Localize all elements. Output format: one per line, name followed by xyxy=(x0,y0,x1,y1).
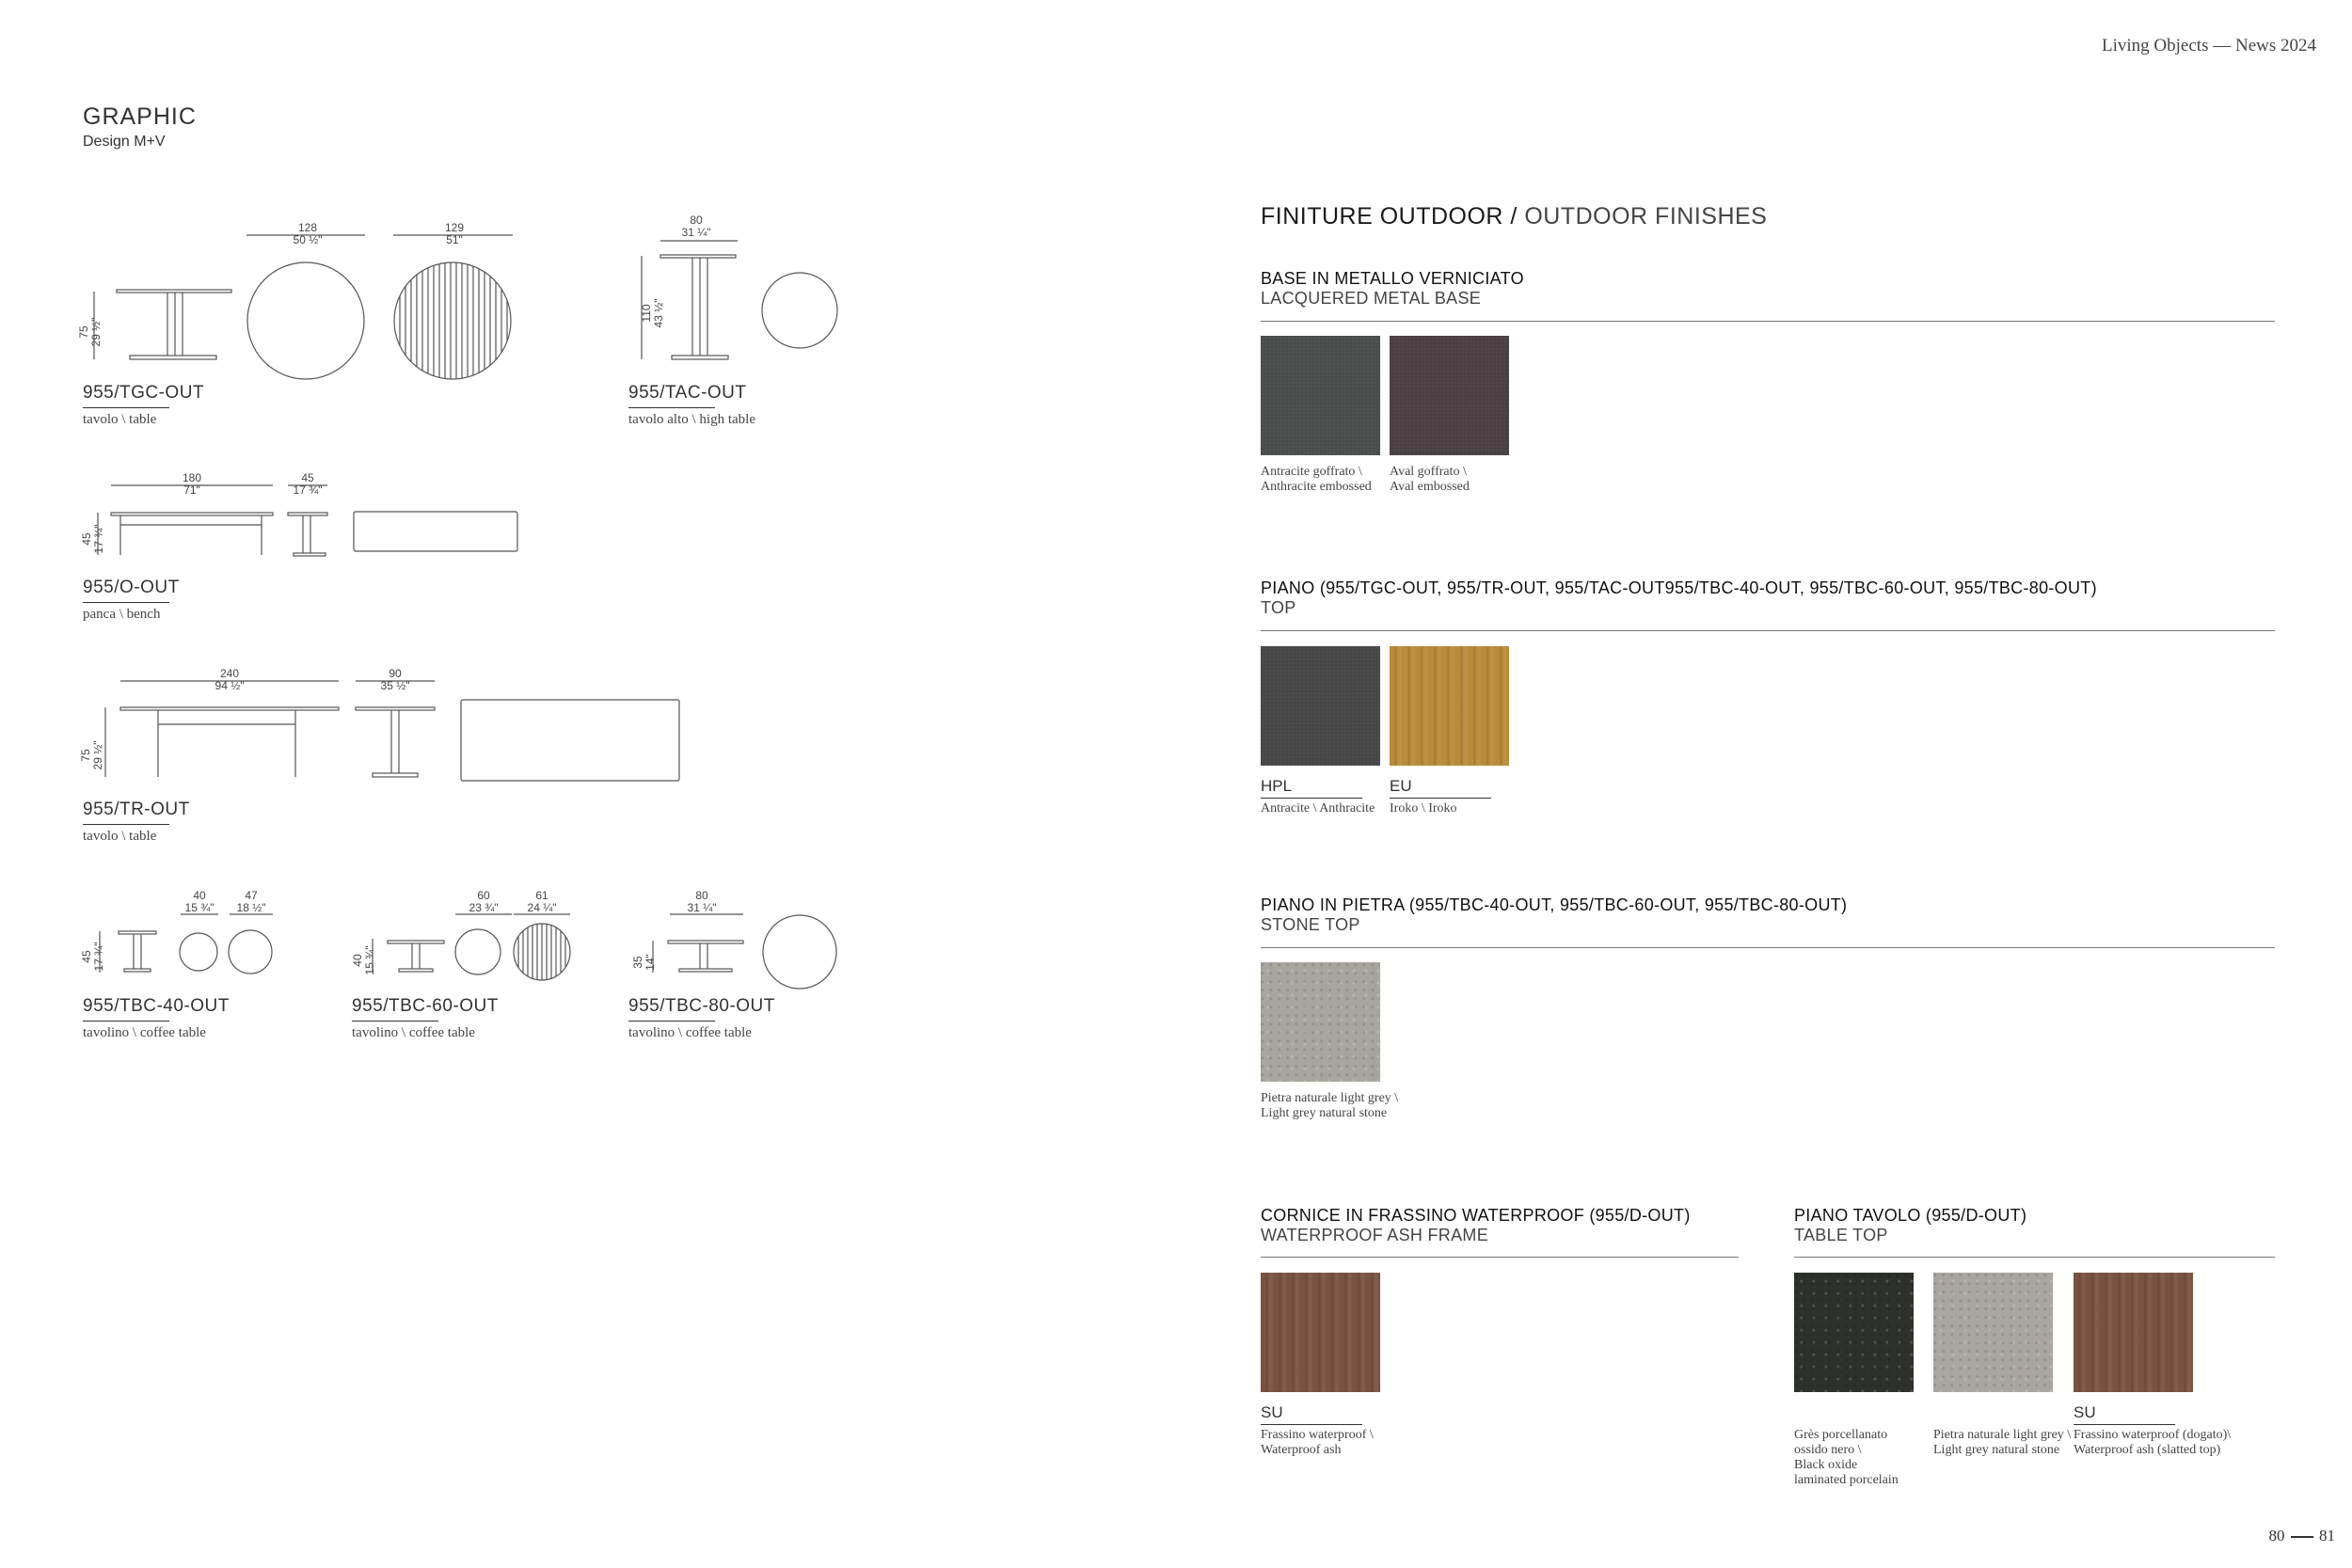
dim-cm: 75 xyxy=(79,749,92,762)
swatch-caption: Waterproof ash (slatted top) xyxy=(2074,1443,2221,1457)
dim-cm: 47 xyxy=(245,889,258,902)
swatch-light-grey-stone xyxy=(1261,962,1398,1121)
swatch-caption: Pietra naturale light grey \ xyxy=(1933,1428,2072,1442)
dim-in: 14" xyxy=(644,954,657,971)
product-desc: tavolo \ table xyxy=(83,412,157,427)
swatch-caption: Frassino waterproof \ xyxy=(1261,1428,1374,1442)
underline xyxy=(1390,798,1491,799)
swatch-color xyxy=(1261,336,1380,455)
dim-cm: 80 xyxy=(695,889,708,902)
dim-in: 51" xyxy=(446,233,463,246)
section-heading-it: PIANO IN PIETRA (955/TBC-40-OUT, 955/TBC-60-OUT, 955/TBC-80-OUT) xyxy=(1261,895,1848,914)
page-number-right: 81 xyxy=(2319,1527,2335,1544)
swatch-caption: Aval goffrato \ xyxy=(1390,465,1467,479)
product-tbc80-label xyxy=(628,996,775,1041)
dim-cm: 180 xyxy=(182,471,202,484)
product-desc: tavolino \ coffee table xyxy=(83,1025,206,1040)
dim-in: 94 ½" xyxy=(215,679,245,692)
swatch-color xyxy=(1261,962,1380,1082)
swatch-caption: laminated porcelain xyxy=(1794,1473,1899,1487)
swatch-color xyxy=(2074,1273,2193,1392)
swatch-color xyxy=(1794,1273,1914,1392)
swatch-code: HPL xyxy=(1261,777,1293,795)
section-heading-it: CORNICE IN FRASSINO WATERPROOF (955/D-OUT) xyxy=(1261,1206,1691,1225)
section-heading-en: WATERPROOF ASH FRAME xyxy=(1261,1226,1489,1244)
product-code: 955/TBC-80-OUT xyxy=(628,996,775,1016)
swatch-code: SU xyxy=(1261,1403,1283,1421)
dim-in: 24 ¼" xyxy=(527,901,557,914)
dim-cm: 240 xyxy=(219,667,240,680)
page-separator xyxy=(2291,1536,2313,1538)
dim-in: 17 ¾" xyxy=(293,483,323,497)
dim-cm: 128 xyxy=(297,221,318,234)
dim-cm: 129 xyxy=(444,221,465,234)
catalog-header: Living Objects — News 2024 xyxy=(2102,36,2316,55)
section-heading-en: TABLE TOP xyxy=(1794,1226,1888,1244)
swatch-caption: ossido nero \ xyxy=(1794,1443,1862,1457)
dim-cm: 35 xyxy=(631,956,644,969)
dim-in: 17 ¾" xyxy=(92,942,105,972)
dim-cm: 45 xyxy=(80,532,93,546)
section-heading-it: PIANO (955/TGC-OUT, 955/TR-OUT, 955/TAC-OUT955/TBC-40-OUT, 955/TBC-60-OUT, 955/TBC-80-OUT) xyxy=(1261,578,2097,597)
swatch-color xyxy=(1261,1273,1380,1392)
dim-in: 29 ½" xyxy=(89,317,103,347)
dim-cm: 45 xyxy=(80,950,93,963)
swatch-code: SU xyxy=(2074,1403,2096,1421)
swatch-caption: Black oxide xyxy=(1794,1458,1858,1472)
dim-cm: 75 xyxy=(77,325,90,339)
dim-in: 43 ½" xyxy=(652,298,665,328)
product-desc: panca \ bench xyxy=(83,607,161,622)
divider xyxy=(1261,1257,1739,1258)
swatch-aval-goffrato xyxy=(1390,336,1509,495)
product-code: 955/TR-OUT xyxy=(83,800,190,819)
dim-in: 15 ¾" xyxy=(363,945,376,975)
swatch-color xyxy=(1933,1273,2053,1392)
divider xyxy=(1261,321,2275,322)
product-desc: tavolino \ coffee table xyxy=(628,1025,752,1040)
dim-in: 29 ½" xyxy=(91,740,104,770)
swatch-light-grey-stone-top xyxy=(1933,1273,2071,1458)
underline xyxy=(2074,1424,2175,1425)
dim-in: 18 ½" xyxy=(236,901,266,914)
page-numbers xyxy=(2269,1527,2336,1545)
dim-cm: 45 xyxy=(301,471,314,484)
product-code: 955/TGC-OUT xyxy=(83,383,205,403)
finishes-title-en: OUTDOOR FINISHES xyxy=(1524,203,1768,230)
divider xyxy=(1261,630,2275,631)
dim-in: 35 ½" xyxy=(380,679,410,692)
section-heading-en: TOP xyxy=(1261,598,1296,617)
dim-cm: 90 xyxy=(389,667,402,680)
product-desc: tavolino \ coffee table xyxy=(352,1025,475,1040)
finish-section-frame xyxy=(1261,1206,1691,1245)
dim-in: 50 ½" xyxy=(293,233,323,246)
swatch-caption: Grès porcellanato xyxy=(1794,1428,1888,1442)
product-code: 955/O-OUT xyxy=(83,578,180,597)
dim-cm: 61 xyxy=(535,889,548,902)
swatch-color xyxy=(1390,646,1509,766)
product-code: 955/TBC-60-OUT xyxy=(352,996,499,1016)
finish-section-top xyxy=(1261,578,2097,618)
product-code: 955/TAC-OUT xyxy=(628,383,747,403)
swatch-hpl-antracite xyxy=(1261,646,1380,816)
finishes-title xyxy=(1261,203,1767,230)
swatch-su-ash-slatted xyxy=(2074,1273,2231,1458)
section-heading-en: LACQUERED METAL BASE xyxy=(1261,289,1482,308)
dim-cm: 60 xyxy=(477,889,490,902)
section-heading-it: PIANO TAVOLO (955/D-OUT) xyxy=(1794,1206,2027,1225)
dim-in: 15 ¾" xyxy=(184,901,215,914)
product-desc: tavolo alto \ high table xyxy=(628,412,755,427)
dim-in: 31 ¼" xyxy=(687,901,717,914)
divider xyxy=(1794,1257,2275,1258)
swatch-caption: Anthracite embossed xyxy=(1261,480,1372,494)
swatch-color xyxy=(1390,336,1509,455)
section-heading-it: BASE IN METALLO VERNICIATO xyxy=(1261,269,1524,288)
swatch-su-ash xyxy=(1261,1273,1380,1458)
divider xyxy=(1261,947,2275,948)
underline xyxy=(1261,798,1362,799)
dim-in: 23 ¾" xyxy=(469,901,499,914)
collection-title: GRAPHIC xyxy=(83,103,197,130)
dim-cm: 80 xyxy=(690,214,703,227)
dim-in: 31 ¼" xyxy=(681,226,711,239)
dim-cm: 110 xyxy=(640,304,653,323)
finish-section-tabletop xyxy=(1794,1206,2026,1245)
dim-cm: 40 xyxy=(351,954,364,967)
finishes-title-it: FINITURE OUTDOOR / xyxy=(1261,203,1518,230)
swatch-caption: Pietra naturale light grey \ xyxy=(1261,1091,1399,1105)
dim-in: 71" xyxy=(183,483,200,497)
swatch-color xyxy=(1261,646,1380,766)
dim-cm: 40 xyxy=(193,889,206,902)
swatch-caption: Antracite \ Anthracite xyxy=(1261,801,1375,816)
swatch-caption: Antracite goffrato \ xyxy=(1261,465,1362,479)
swatch-caption: Iroko \ Iroko xyxy=(1390,801,1457,816)
swatch-caption: Aval embossed xyxy=(1390,480,1470,494)
swatch-black-oxide-porcelain xyxy=(1794,1273,1914,1488)
section-heading-en: STONE TOP xyxy=(1261,915,1360,934)
page-number-left: 80 xyxy=(2268,1527,2285,1544)
swatch-antracite-goffrato xyxy=(1261,336,1380,495)
swatch-eu-iroko xyxy=(1390,646,1509,816)
swatch-caption: Light grey natural stone xyxy=(1261,1106,1388,1120)
underline xyxy=(1261,1424,1362,1425)
finish-section-base xyxy=(1261,269,1524,309)
swatch-caption: Light grey natural stone xyxy=(1933,1443,2060,1457)
product-desc: tavolo \ table xyxy=(83,829,157,844)
collection-designer: Design M+V xyxy=(83,134,166,150)
product-code: 955/TBC-40-OUT xyxy=(83,996,230,1016)
underline xyxy=(628,1021,715,1022)
swatch-caption: Waterproof ash xyxy=(1261,1443,1342,1457)
swatch-caption: Frassino waterproof (dogato)\ xyxy=(2074,1428,2232,1442)
swatch-code: EU xyxy=(1390,777,1412,795)
finish-section-stone xyxy=(1261,895,1847,935)
dim-in: 17 ¾" xyxy=(92,524,105,554)
